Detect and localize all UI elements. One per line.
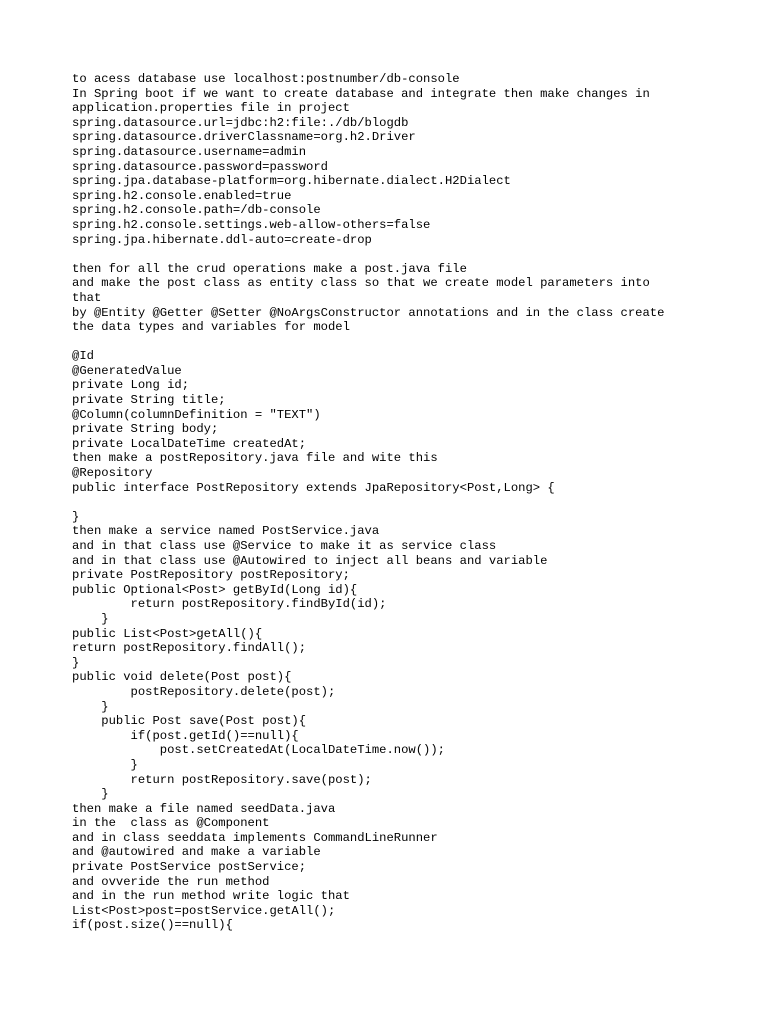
- document-line: if(post.getId()==null){: [72, 728, 299, 743]
- document-line: postRepository.delete(post);: [72, 684, 336, 699]
- document-line: private PostService postService;: [72, 860, 307, 875]
- document-line: [72, 247, 712, 262]
- document-line: then make a service named PostService.java: [72, 524, 380, 539]
- document-line: public interface PostRepository extends JpaRepository<Post,Long> {: [72, 480, 555, 495]
- document-text: [72, 72, 712, 933]
- document-line: in the class as @Component: [72, 816, 270, 831]
- document-line: }: [72, 757, 138, 772]
- document-line: spring.h2.console.path=/db-console: [72, 203, 321, 218]
- document-line: @Column(columnDefinition = "TEXT"): [72, 407, 321, 422]
- document-line: and in the run method write logic that: [72, 889, 350, 904]
- document-line: that: [72, 290, 102, 305]
- document-line: public List<Post>getAll(){: [72, 626, 263, 641]
- document-line: spring.datasource.username=admin: [72, 144, 307, 159]
- document-line: spring.datasource.driverClassname=org.h2.Driver: [72, 130, 416, 145]
- document-line: }: [72, 655, 80, 670]
- document-line: }: [72, 509, 80, 524]
- document-line: @Repository: [72, 466, 153, 481]
- document-line: then for all the crud operations make a post.java file: [72, 261, 467, 276]
- document-line: spring.h2.console.settings.web-allow-others=false: [72, 217, 431, 232]
- document-line: public Optional<Post> getById(Long id){: [72, 582, 358, 597]
- document-line: public Post save(Post post){: [72, 714, 307, 729]
- document-line: spring.h2.console.enabled=true: [72, 188, 292, 203]
- document-line: application.properties file in project: [72, 101, 350, 116]
- document-line: and in that class use @Service to make it as service class: [72, 539, 497, 553]
- document-line: @GeneratedValue: [72, 363, 182, 378]
- document-line: return postRepository.save(post);: [72, 772, 372, 787]
- document-line: private String body;: [72, 422, 219, 437]
- document-line: }: [72, 611, 109, 626]
- document-line: [72, 495, 712, 510]
- document-line: public void delete(Post post){: [72, 670, 292, 685]
- document-line: private LocalDateTime createdAt;: [72, 436, 307, 451]
- document-line: the data types and variables for model: [72, 320, 350, 335]
- document-line: }: [72, 787, 109, 802]
- document-line: then make a file named seedData.java: [72, 801, 336, 816]
- document-line: private Long id;: [72, 378, 190, 393]
- document-line: then make a postRepository.java file and wite this: [72, 451, 438, 466]
- document-line: spring.datasource.password=password: [72, 159, 328, 174]
- document-line: and in that class use @Autowired to inject all beans and variable: [72, 553, 548, 568]
- document-line: and ovveride the run method: [72, 874, 270, 889]
- document-line: spring.datasource.url=jdbc:h2:file:./db/blogdb: [72, 115, 409, 130]
- document-line: private PostRepository postRepository;: [72, 568, 350, 583]
- document-line: private String title;: [72, 393, 226, 408]
- document-line: @Id: [72, 349, 94, 364]
- document-line: and make the post class as entity class so that we create model parameters into: [72, 276, 650, 291]
- document-line: In Spring boot if we want to create database and integrate then make changes in: [72, 86, 650, 101]
- document-line: }: [72, 699, 109, 714]
- document-line: and @autowired and make a variable: [72, 845, 321, 860]
- document-line: and in class seeddata implements CommandLineRunner: [72, 830, 438, 845]
- document-line: [72, 335, 712, 350]
- document-line: List<Post>post=postService.getAll();: [72, 903, 336, 918]
- document-line: by @Entity @Getter @Setter @NoArgsConstructor annotations and in the class create: [72, 305, 665, 320]
- document-line: post.setCreatedAt(LocalDateTime.now());: [72, 743, 445, 758]
- document-line: return postRepository.findAll();: [72, 641, 307, 656]
- document-line: return postRepository.findById(id);: [72, 597, 387, 612]
- document-line: spring.jpa.database-platform=org.hibernate.dialect.H2Dialect: [72, 174, 511, 189]
- document-line: spring.jpa.hibernate.ddl-auto=create-drop: [72, 232, 372, 247]
- document-line: if(post.size()==null){: [72, 918, 233, 933]
- document-line: to acess database use localhost:postnumber/db-console: [72, 72, 460, 86]
